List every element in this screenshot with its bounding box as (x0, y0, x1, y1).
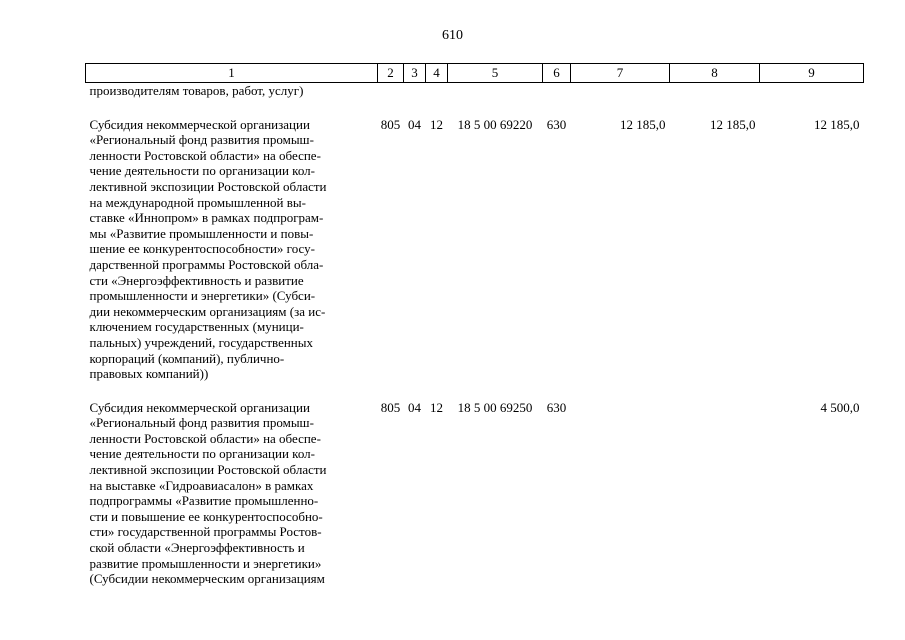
target-article-code: 18 5 00 69250 (457, 399, 533, 415)
continuation-row (86, 83, 864, 99)
description-line: чение деятельности по организации кол- (89, 446, 315, 462)
row-description (86, 400, 378, 587)
header-col-7: 7 (571, 64, 670, 83)
header-col-8: 8 (670, 64, 760, 83)
description-line: ленности Ростовской области» на обеспе- (89, 430, 321, 446)
subsection-code: 12 (430, 399, 443, 415)
description-line: мы «Развитие промышленности и повы- (89, 225, 314, 241)
table-row (86, 117, 864, 382)
header-col-3: 3 (404, 64, 426, 83)
header-col-2: 2 (378, 64, 404, 83)
target-article-code: 18 5 00 69220 (457, 116, 533, 132)
amount-col-9: 4 500,0 (820, 399, 860, 415)
description-line: Субсидия некоммерческой организации (89, 116, 310, 132)
description-line: ставке «Иннопром» в рамках подпрограм- (89, 210, 324, 226)
description-line: сти и повышение ее конкурентоспособно- (89, 508, 323, 524)
description-line: ленности Ростовской области» на обеспе- (89, 147, 321, 163)
amount-col-8: 12 185,0 (710, 116, 756, 132)
description-line: шение ее конкурентоспособности» госу- (89, 241, 315, 257)
amount-col-8 (670, 400, 760, 587)
subsection-code: 12 (430, 116, 443, 132)
description-line: лективной экспозиции Ростовской области (89, 178, 327, 194)
description-line: дии некоммерческим организациям (за ис- (89, 303, 326, 319)
description-line: правовых компаний)) (89, 366, 209, 382)
header-col-4: 4 (426, 64, 448, 83)
expense-type-code: 630 (546, 399, 567, 415)
description-line: ключением государственных (муници- (89, 319, 304, 335)
description-line: пальных) учреждений, государственных (89, 334, 314, 350)
page-number: 610 (442, 28, 463, 43)
amount-col-9: 12 185,0 (814, 116, 860, 132)
description-line: ской области «Энергоэффективность и (89, 540, 305, 556)
header-col-5: 5 (448, 64, 543, 83)
header-col-1: 1 (86, 64, 378, 83)
table-row (86, 400, 864, 587)
description-line: сти» государственной программы Ростов- (89, 524, 322, 540)
description-line: Субсидия некоммерческой организации (89, 399, 310, 415)
table-header (86, 64, 864, 83)
description-line: сти «Энергоэффективность и развитие (89, 272, 304, 288)
amount-col-7: 12 185,0 (620, 116, 666, 132)
ministry-code: 805 (380, 399, 401, 415)
description-line: чение деятельности по организации кол- (89, 163, 315, 179)
row-description (86, 117, 378, 382)
description-line: (Субсидии некоммерческим организациям (89, 571, 325, 587)
description-line: промышленности и энергетики» (Субси- (89, 288, 316, 304)
section-code: 04 (408, 116, 421, 132)
description-line: лективной экспозиции Ростовской области (89, 462, 327, 478)
description-line: корпораций (компаний), публично- (89, 350, 285, 366)
table-body (86, 83, 864, 587)
description-line: «Региональный фонд развития промыш- (89, 415, 314, 431)
ministry-code: 805 (380, 116, 401, 132)
amount-col-7 (571, 400, 670, 587)
description-line: развитие промышленности и энергетики» (89, 555, 322, 571)
header-col-9: 9 (760, 64, 864, 83)
section-code: 04 (408, 399, 421, 415)
continuation-text: производителям товаров, работ, услуг) (89, 83, 304, 98)
description-line: на международной промышленной вы- (89, 194, 306, 210)
description-line: дарственной программы Ростовской обла- (89, 256, 324, 272)
description-line: «Региональный фонд развития промыш- (89, 132, 314, 148)
description-line: на выставке «Гидроавиасалон» в рамках (89, 477, 314, 493)
budget-table (85, 63, 864, 587)
expense-type-code: 630 (546, 116, 567, 132)
description-line: подпрограммы «Развитие промышленно- (89, 493, 319, 509)
header-col-6: 6 (543, 64, 571, 83)
header-row (86, 64, 864, 83)
